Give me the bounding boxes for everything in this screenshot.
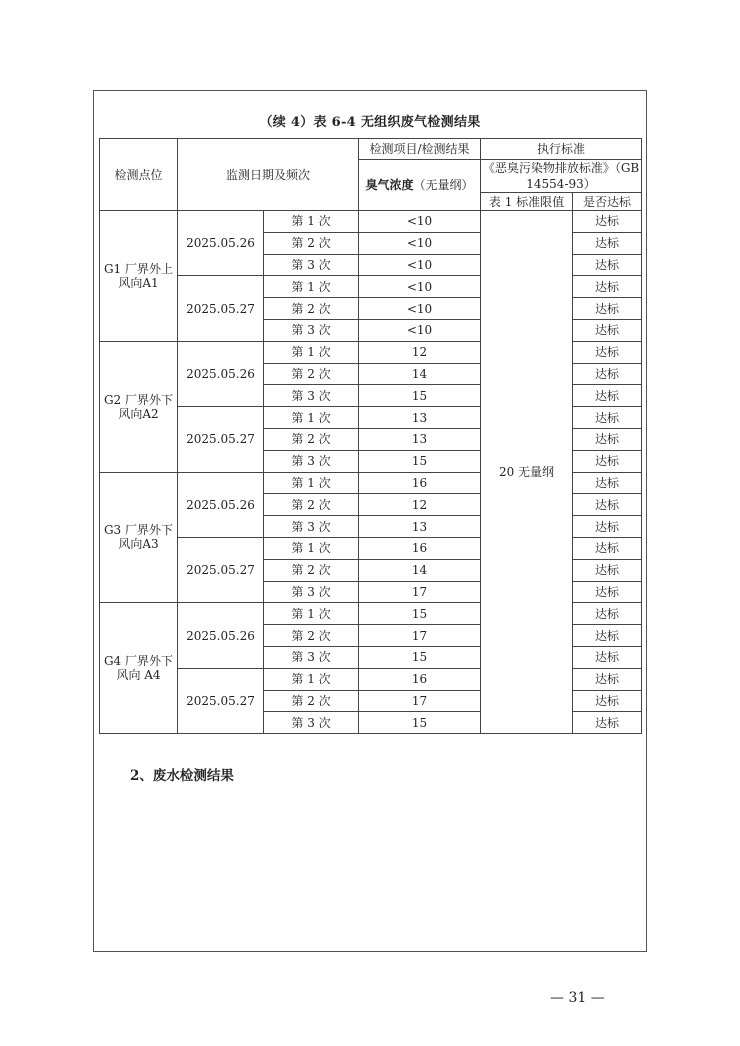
compliance-cell: 达标 bbox=[573, 254, 642, 276]
odor-value-cell: 17 bbox=[359, 581, 481, 603]
frequency-cell: 第 2 次 bbox=[264, 363, 359, 385]
odor-results-table bbox=[99, 138, 642, 734]
point-cell: G4 厂界外下风向 A4 bbox=[100, 603, 178, 734]
frequency-cell: 第 2 次 bbox=[264, 494, 359, 516]
compliance-cell: 达标 bbox=[573, 450, 642, 472]
compliance-cell: 达标 bbox=[573, 472, 642, 494]
odor-value-cell: 15 bbox=[359, 450, 481, 472]
odor-value-cell: 17 bbox=[359, 625, 481, 647]
compliance-cell: 达标 bbox=[573, 668, 642, 690]
frequency-cell: 第 3 次 bbox=[264, 646, 359, 668]
header-standard: 执行标准 bbox=[481, 139, 642, 160]
frequency-cell: 第 3 次 bbox=[264, 385, 359, 407]
limit-value-cell: 20 无量纲 bbox=[481, 211, 573, 734]
frequency-cell: 第 1 次 bbox=[264, 668, 359, 690]
table-caption: （续 4）表 6-4 无组织废气检测结果 bbox=[259, 115, 481, 130]
date-cell: 2025.05.26 bbox=[178, 341, 264, 406]
date-cell: 2025.05.27 bbox=[178, 276, 264, 341]
date-cell: 2025.05.27 bbox=[178, 407, 264, 472]
odor-value-cell: 16 bbox=[359, 668, 481, 690]
point-cell: G2 厂界外下风向A2 bbox=[100, 341, 178, 472]
compliance-cell: 达标 bbox=[573, 712, 642, 734]
odor-label: 臭气浓度 bbox=[365, 178, 414, 192]
page-number: — 31 — bbox=[550, 990, 605, 1006]
odor-value-cell: 13 bbox=[359, 516, 481, 538]
compliance-cell: 达标 bbox=[573, 690, 642, 712]
odor-value-cell: 15 bbox=[359, 385, 481, 407]
compliance-cell: 达标 bbox=[573, 516, 642, 538]
odor-value-cell: <10 bbox=[359, 211, 481, 233]
header-limit: 表 1 标准限值 bbox=[481, 193, 573, 211]
odor-value-cell: 13 bbox=[359, 407, 481, 429]
compliance-cell: 达标 bbox=[573, 276, 642, 298]
odor-value-cell: <10 bbox=[359, 319, 481, 341]
date-cell: 2025.05.26 bbox=[178, 603, 264, 668]
compliance-cell: 达标 bbox=[573, 646, 642, 668]
odor-value-cell: 15 bbox=[359, 646, 481, 668]
frequency-cell: 第 1 次 bbox=[264, 537, 359, 559]
compliance-cell: 达标 bbox=[573, 603, 642, 625]
section-2-title: 2、废水检测结果 bbox=[130, 768, 234, 784]
odor-value-cell: 17 bbox=[359, 690, 481, 712]
odor-value-cell: 16 bbox=[359, 537, 481, 559]
date-cell: 2025.05.26 bbox=[178, 211, 264, 276]
compliance-cell: 达标 bbox=[573, 407, 642, 429]
compliance-cell: 达标 bbox=[573, 581, 642, 603]
frequency-cell: 第 1 次 bbox=[264, 276, 359, 298]
frequency-cell: 第 3 次 bbox=[264, 712, 359, 734]
header-compliance: 是否达标 bbox=[573, 193, 642, 211]
odor-unit: （无量纲） bbox=[413, 178, 474, 192]
odor-value-cell: <10 bbox=[359, 254, 481, 276]
odor-value-cell: 12 bbox=[359, 341, 481, 363]
frequency-cell: 第 2 次 bbox=[264, 559, 359, 581]
date-cell: 2025.05.27 bbox=[178, 668, 264, 733]
compliance-cell: 达标 bbox=[573, 494, 642, 516]
frequency-cell: 第 2 次 bbox=[264, 298, 359, 320]
frequency-cell: 第 3 次 bbox=[264, 581, 359, 603]
compliance-cell: 达标 bbox=[573, 428, 642, 450]
odor-value-cell: <10 bbox=[359, 298, 481, 320]
frequency-cell: 第 3 次 bbox=[264, 319, 359, 341]
odor-value-cell: 12 bbox=[359, 494, 481, 516]
frequency-cell: 第 3 次 bbox=[264, 450, 359, 472]
header-date-freq: 监测日期及频次 bbox=[178, 139, 359, 211]
frequency-cell: 第 1 次 bbox=[264, 211, 359, 233]
compliance-cell: 达标 bbox=[573, 363, 642, 385]
compliance-cell: 达标 bbox=[573, 559, 642, 581]
frequency-cell: 第 3 次 bbox=[264, 516, 359, 538]
odor-value-cell: 15 bbox=[359, 603, 481, 625]
odor-value-cell: <10 bbox=[359, 232, 481, 254]
date-cell: 2025.05.26 bbox=[178, 472, 264, 537]
odor-value-cell: <10 bbox=[359, 276, 481, 298]
odor-value-cell: 15 bbox=[359, 712, 481, 734]
compliance-cell: 达标 bbox=[573, 385, 642, 407]
odor-value-cell: 14 bbox=[359, 559, 481, 581]
frequency-cell: 第 2 次 bbox=[264, 625, 359, 647]
frequency-cell: 第 2 次 bbox=[264, 690, 359, 712]
compliance-cell: 达标 bbox=[573, 211, 642, 233]
compliance-cell: 达标 bbox=[573, 298, 642, 320]
table-row bbox=[100, 211, 642, 233]
compliance-cell: 达标 bbox=[573, 232, 642, 254]
header-item-result: 检测项目/检测结果 bbox=[359, 139, 481, 160]
odor-value-cell: 13 bbox=[359, 428, 481, 450]
frequency-cell: 第 2 次 bbox=[264, 428, 359, 450]
compliance-cell: 达标 bbox=[573, 341, 642, 363]
odor-value-cell: 14 bbox=[359, 363, 481, 385]
header-point: 检测点位 bbox=[100, 139, 178, 211]
header-odor bbox=[359, 160, 481, 211]
date-cell: 2025.05.27 bbox=[178, 537, 264, 602]
frequency-cell: 第 1 次 bbox=[264, 603, 359, 625]
frequency-cell: 第 1 次 bbox=[264, 472, 359, 494]
frequency-cell: 第 1 次 bbox=[264, 407, 359, 429]
point-cell: G3 厂界外下风向A3 bbox=[100, 472, 178, 603]
frequency-cell: 第 2 次 bbox=[264, 232, 359, 254]
compliance-cell: 达标 bbox=[573, 537, 642, 559]
frequency-cell: 第 3 次 bbox=[264, 254, 359, 276]
frequency-cell: 第 1 次 bbox=[264, 341, 359, 363]
point-cell: G1 厂界外上风向A1 bbox=[100, 211, 178, 342]
header-standard-name: 《恶臭污染物排放标准》（GB 14554-93） bbox=[481, 160, 642, 193]
odor-value-cell: 16 bbox=[359, 472, 481, 494]
compliance-cell: 达标 bbox=[573, 625, 642, 647]
compliance-cell: 达标 bbox=[573, 319, 642, 341]
